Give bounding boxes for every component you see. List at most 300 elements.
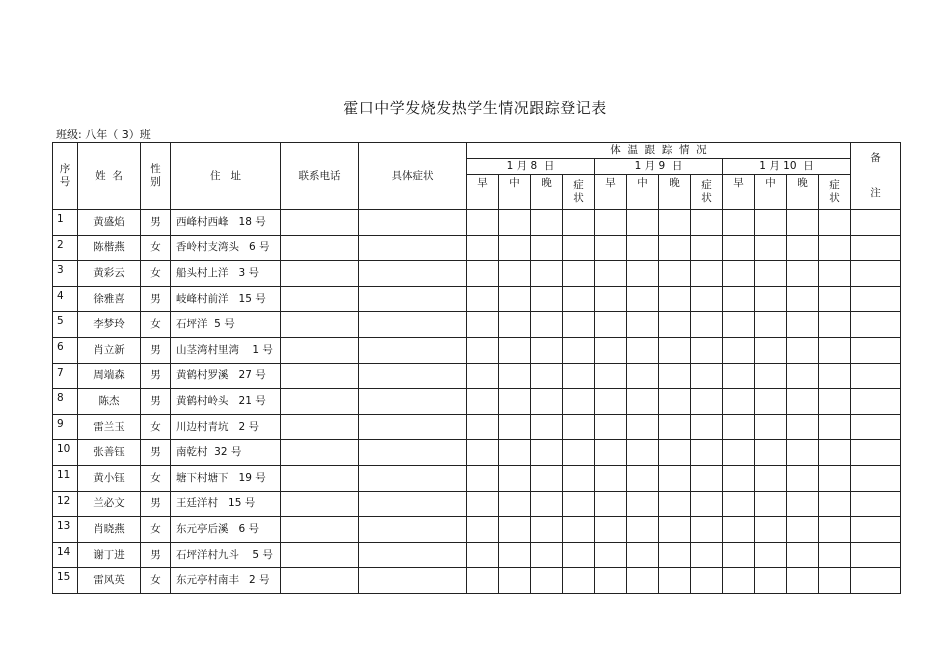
temperature-cell[interactable] (755, 210, 787, 236)
remark-cell[interactable] (851, 363, 901, 389)
row-number: 14 (53, 542, 78, 568)
temperature-cell[interactable] (499, 337, 531, 363)
table-row (53, 286, 901, 312)
temperature-cell[interactable] (499, 568, 531, 594)
temperature-cell[interactable] (627, 235, 659, 261)
student-address: 东元亭后溪 6 号 (171, 517, 281, 543)
temperature-cell[interactable] (595, 542, 627, 568)
temperature-cell[interactable] (659, 261, 691, 287)
temperature-cell[interactable] (659, 210, 691, 236)
temperature-cell[interactable] (499, 389, 531, 415)
remark-cell[interactable] (851, 542, 901, 568)
tracking-table (52, 142, 901, 594)
student-gender: 女 (141, 568, 171, 594)
student-name: 肖立新 (78, 337, 141, 363)
temperature-cell[interactable] (531, 389, 563, 415)
student-address: 黄鹤村岭头 21 号 (171, 389, 281, 415)
temperature-cell[interactable] (627, 414, 659, 440)
temperature-cell[interactable] (691, 568, 723, 594)
student-gender: 女 (141, 261, 171, 287)
student-address: 南乾村 32 号 (171, 440, 281, 466)
header-date-2: 1 月 9 日 (595, 159, 723, 175)
temperature-cell[interactable] (659, 542, 691, 568)
temperature-cell[interactable] (755, 261, 787, 287)
temperature-cell[interactable] (595, 568, 627, 594)
temperature-cell[interactable] (563, 517, 595, 543)
temperature-cell[interactable] (723, 286, 755, 312)
temperature-cell[interactable] (531, 363, 563, 389)
temperature-cell[interactable] (467, 210, 499, 236)
row-number: 13 (53, 517, 78, 543)
header-address: 住 址 (171, 143, 281, 210)
temperature-cell[interactable] (467, 465, 499, 491)
temperature-cell[interactable] (723, 312, 755, 338)
temperature-cell[interactable] (563, 568, 595, 594)
student-address: 黄鹤村罗溪 27 号 (171, 363, 281, 389)
header-name: 姓 名 (78, 143, 141, 210)
temperature-cell[interactable] (659, 337, 691, 363)
student-name: 陈杰 (78, 389, 141, 415)
temperature-cell[interactable] (691, 542, 723, 568)
temperature-cell[interactable] (787, 568, 819, 594)
temperature-cell[interactable] (723, 491, 755, 517)
temperature-cell[interactable] (531, 312, 563, 338)
temperature-cell[interactable] (819, 210, 851, 236)
temperature-cell[interactable] (787, 363, 819, 389)
temperature-cell[interactable] (691, 286, 723, 312)
temperature-cell[interactable] (627, 337, 659, 363)
phone-cell[interactable] (281, 542, 359, 568)
student-gender: 男 (141, 337, 171, 363)
temperature-cell[interactable] (819, 517, 851, 543)
temperature-cell[interactable] (531, 568, 563, 594)
temperature-cell[interactable] (595, 261, 627, 287)
temperature-cell[interactable] (595, 286, 627, 312)
temperature-cell[interactable] (467, 337, 499, 363)
student-name: 黄彩云 (78, 261, 141, 287)
student-gender: 女 (141, 414, 171, 440)
temperature-cell[interactable] (531, 491, 563, 517)
temperature-cell[interactable] (627, 440, 659, 466)
header-gender-top: 性 (150, 163, 161, 175)
temperature-cell[interactable] (563, 286, 595, 312)
temperature-cell[interactable] (819, 542, 851, 568)
header-symptoms: 具体症状 (359, 143, 467, 210)
temperature-cell[interactable] (723, 235, 755, 261)
symptoms-cell[interactable] (359, 337, 467, 363)
temperature-cell[interactable] (563, 363, 595, 389)
temperature-cell[interactable] (787, 389, 819, 415)
temperature-cell[interactable] (691, 261, 723, 287)
symptoms-cell[interactable] (359, 389, 467, 415)
temperature-cell[interactable] (787, 337, 819, 363)
row-number: 7 (53, 363, 78, 389)
temperature-cell[interactable] (531, 286, 563, 312)
temperature-cell[interactable] (467, 414, 499, 440)
temperature-cell[interactable] (691, 312, 723, 338)
student-name: 徐雅喜 (78, 286, 141, 312)
row-number: 3 (53, 261, 78, 287)
symptoms-cell[interactable] (359, 465, 467, 491)
temperature-cell[interactable] (723, 261, 755, 287)
temperature-cell[interactable] (595, 517, 627, 543)
header-slot: 晚 (531, 175, 563, 210)
student-address: 东元亭村南丰 2 号 (171, 568, 281, 594)
temperature-cell[interactable] (627, 517, 659, 543)
temperature-cell[interactable] (787, 542, 819, 568)
temperature-cell[interactable] (499, 491, 531, 517)
phone-cell[interactable] (281, 414, 359, 440)
remark-cell[interactable] (851, 286, 901, 312)
temperature-cell[interactable] (563, 235, 595, 261)
header-slot: 中 (627, 175, 659, 210)
temperature-cell[interactable] (467, 235, 499, 261)
temperature-cell[interactable] (819, 286, 851, 312)
header-slot: 晚 (787, 175, 819, 210)
phone-cell[interactable] (281, 261, 359, 287)
student-gender: 男 (141, 210, 171, 236)
phone-cell[interactable] (281, 568, 359, 594)
phone-cell[interactable] (281, 363, 359, 389)
remark-cell[interactable] (851, 312, 901, 338)
temperature-cell[interactable] (819, 389, 851, 415)
temperature-cell[interactable] (627, 312, 659, 338)
symptoms-cell[interactable] (359, 286, 467, 312)
phone-cell[interactable] (281, 312, 359, 338)
student-gender: 男 (141, 491, 171, 517)
remark-cell[interactable] (851, 491, 901, 517)
temperature-cell[interactable] (691, 491, 723, 517)
phone-cell[interactable] (281, 389, 359, 415)
remark-cell[interactable] (851, 465, 901, 491)
temperature-cell[interactable] (659, 414, 691, 440)
table-row (53, 261, 901, 287)
temperature-cell[interactable] (499, 517, 531, 543)
temperature-cell[interactable] (499, 286, 531, 312)
temperature-cell[interactable] (723, 337, 755, 363)
temperature-cell[interactable] (723, 414, 755, 440)
temperature-cell[interactable] (563, 465, 595, 491)
temperature-cell[interactable] (627, 491, 659, 517)
student-name: 兰必文 (78, 491, 141, 517)
temperature-cell[interactable] (563, 389, 595, 415)
temperature-cell[interactable] (787, 440, 819, 466)
row-number: 8 (53, 389, 78, 415)
temperature-cell[interactable] (499, 440, 531, 466)
temperature-cell[interactable] (563, 414, 595, 440)
temperature-cell[interactable] (595, 440, 627, 466)
temperature-cell[interactable] (691, 337, 723, 363)
temperature-cell[interactable] (467, 312, 499, 338)
header-date-3: 1 月 10 日 (723, 159, 851, 175)
temperature-cell[interactable] (755, 568, 787, 594)
temperature-cell[interactable] (595, 389, 627, 415)
temperature-cell[interactable] (531, 542, 563, 568)
temperature-cell[interactable] (723, 517, 755, 543)
header-slot-symptom (691, 175, 723, 210)
symptoms-cell[interactable] (359, 261, 467, 287)
table-row (53, 542, 901, 568)
table-row (53, 517, 901, 543)
temperature-cell[interactable] (499, 312, 531, 338)
temperature-cell[interactable] (499, 465, 531, 491)
temperature-cell[interactable] (755, 542, 787, 568)
phone-cell[interactable] (281, 491, 359, 517)
temperature-cell[interactable] (467, 542, 499, 568)
student-name: 陈楷燕 (78, 235, 141, 261)
temperature-cell[interactable] (691, 414, 723, 440)
temperature-cell[interactable] (659, 389, 691, 415)
temperature-cell[interactable] (723, 568, 755, 594)
temperature-cell[interactable] (627, 389, 659, 415)
temperature-cell[interactable] (595, 210, 627, 236)
temperature-cell[interactable] (595, 414, 627, 440)
temperature-cell[interactable] (691, 465, 723, 491)
temperature-cell[interactable] (659, 465, 691, 491)
temperature-cell[interactable] (723, 363, 755, 389)
temperature-cell[interactable] (595, 337, 627, 363)
row-number: 11 (53, 465, 78, 491)
temperature-cell[interactable] (691, 210, 723, 236)
student-address: 香岭村支湾头 6 号 (171, 235, 281, 261)
remark-cell[interactable] (851, 440, 901, 466)
student-gender: 女 (141, 465, 171, 491)
temperature-cell[interactable] (563, 491, 595, 517)
student-name: 谢丁进 (78, 542, 141, 568)
temperature-cell[interactable] (755, 286, 787, 312)
temperature-cell[interactable] (819, 414, 851, 440)
temperature-cell[interactable] (563, 261, 595, 287)
student-address: 塘下村塘下 19 号 (171, 465, 281, 491)
temperature-cell[interactable] (531, 210, 563, 236)
student-name: 雷风英 (78, 568, 141, 594)
remark-cell[interactable] (851, 235, 901, 261)
temperature-cell[interactable] (659, 286, 691, 312)
temperature-cell[interactable] (627, 465, 659, 491)
student-name: 雷兰玉 (78, 414, 141, 440)
temperature-cell[interactable] (691, 235, 723, 261)
temperature-cell[interactable] (531, 465, 563, 491)
temperature-cell[interactable] (531, 337, 563, 363)
remark-cell[interactable] (851, 414, 901, 440)
temperature-cell[interactable] (819, 337, 851, 363)
temperature-cell[interactable] (627, 568, 659, 594)
temperature-cell[interactable] (723, 210, 755, 236)
temperature-cell[interactable] (563, 312, 595, 338)
student-name: 黄小钰 (78, 465, 141, 491)
remark-cell[interactable] (851, 568, 901, 594)
temperature-cell[interactable] (723, 440, 755, 466)
header-slot: 早 (467, 175, 499, 210)
student-name: 黄盛焰 (78, 210, 141, 236)
temperature-cell[interactable] (723, 389, 755, 415)
temperature-cell[interactable] (659, 440, 691, 466)
temperature-cell[interactable] (499, 363, 531, 389)
symptoms-cell[interactable] (359, 517, 467, 543)
header-seq-bottom: 号 (59, 176, 71, 188)
header-seq (53, 143, 78, 210)
phone-cell[interactable] (281, 465, 359, 491)
student-gender: 男 (141, 389, 171, 415)
temperature-cell[interactable] (691, 389, 723, 415)
temperature-cell[interactable] (627, 542, 659, 568)
temperature-cell[interactable] (723, 542, 755, 568)
temperature-cell[interactable] (787, 491, 819, 517)
header-remark (851, 143, 901, 210)
phone-cell[interactable] (281, 337, 359, 363)
header-tracking: 体 温 跟 踪 情 况 (467, 143, 851, 159)
temperature-cell[interactable] (723, 465, 755, 491)
temperature-cell[interactable] (755, 363, 787, 389)
temperature-cell[interactable] (755, 235, 787, 261)
phone-cell[interactable] (281, 210, 359, 236)
temperature-cell[interactable] (563, 337, 595, 363)
temperature-cell[interactable] (563, 210, 595, 236)
row-number: 2 (53, 235, 78, 261)
temperature-cell[interactable] (819, 568, 851, 594)
temperature-cell[interactable] (787, 465, 819, 491)
temperature-cell[interactable] (467, 389, 499, 415)
temperature-cell[interactable] (659, 568, 691, 594)
temperature-cell[interactable] (531, 235, 563, 261)
temperature-cell[interactable] (627, 286, 659, 312)
temperature-cell[interactable] (819, 465, 851, 491)
temperature-cell[interactable] (819, 312, 851, 338)
symptoms-cell[interactable] (359, 210, 467, 236)
temperature-cell[interactable] (691, 363, 723, 389)
table-row (53, 414, 901, 440)
phone-cell[interactable] (281, 517, 359, 543)
temperature-cell[interactable] (499, 210, 531, 236)
temperature-cell[interactable] (627, 210, 659, 236)
student-gender: 男 (141, 286, 171, 312)
student-gender: 女 (141, 235, 171, 261)
temperature-cell[interactable] (467, 261, 499, 287)
remark-cell[interactable] (851, 261, 901, 287)
temperature-cell[interactable] (499, 235, 531, 261)
temperature-cell[interactable] (819, 491, 851, 517)
temperature-cell[interactable] (531, 414, 563, 440)
temperature-cell[interactable] (467, 517, 499, 543)
temperature-cell[interactable] (659, 491, 691, 517)
temperature-cell[interactable] (787, 261, 819, 287)
student-gender: 男 (141, 440, 171, 466)
temperature-cell[interactable] (467, 491, 499, 517)
row-number: 1 (53, 210, 78, 236)
temperature-cell[interactable] (755, 465, 787, 491)
temperature-cell[interactable] (787, 414, 819, 440)
temperature-cell[interactable] (467, 440, 499, 466)
header-remark-top: 备 (870, 152, 881, 164)
row-number: 12 (53, 491, 78, 517)
temperature-cell[interactable] (531, 517, 563, 543)
header-slot: 中 (755, 175, 787, 210)
remark-cell[interactable] (851, 210, 901, 236)
temperature-cell[interactable] (691, 440, 723, 466)
header-slot-symptom-top: 症 (701, 179, 712, 191)
header-slot-symptom-top: 症 (573, 179, 584, 191)
temperature-cell[interactable] (595, 363, 627, 389)
temperature-cell[interactable] (755, 440, 787, 466)
symptoms-cell[interactable] (359, 491, 467, 517)
temperature-cell[interactable] (659, 363, 691, 389)
temperature-cell[interactable] (627, 363, 659, 389)
temperature-cell[interactable] (595, 312, 627, 338)
table-row (53, 465, 901, 491)
temperature-cell[interactable] (499, 261, 531, 287)
student-name: 周端森 (78, 363, 141, 389)
symptoms-cell[interactable] (359, 542, 467, 568)
header-slot-symptom (563, 175, 595, 210)
symptoms-cell[interactable] (359, 235, 467, 261)
temperature-cell[interactable] (755, 491, 787, 517)
student-name: 张善钰 (78, 440, 141, 466)
temperature-cell[interactable] (531, 261, 563, 287)
temperature-cell[interactable] (819, 261, 851, 287)
temperature-cell[interactable] (627, 261, 659, 287)
phone-cell[interactable] (281, 235, 359, 261)
temperature-cell[interactable] (819, 363, 851, 389)
temperature-cell[interactable] (659, 235, 691, 261)
row-number: 6 (53, 337, 78, 363)
temperature-cell[interactable] (787, 312, 819, 338)
temperature-cell[interactable] (787, 235, 819, 261)
temperature-cell[interactable] (819, 235, 851, 261)
temperature-cell[interactable] (595, 235, 627, 261)
temperature-cell[interactable] (595, 491, 627, 517)
temperature-cell[interactable] (499, 542, 531, 568)
remark-cell[interactable] (851, 337, 901, 363)
header-slot: 早 (723, 175, 755, 210)
remark-cell[interactable] (851, 389, 901, 415)
symptoms-cell[interactable] (359, 440, 467, 466)
temperature-cell[interactable] (595, 465, 627, 491)
temperature-cell[interactable] (755, 337, 787, 363)
symptoms-cell[interactable] (359, 312, 467, 338)
temperature-cell[interactable] (755, 312, 787, 338)
student-gender: 男 (141, 363, 171, 389)
table-row (53, 568, 901, 594)
temperature-cell[interactable] (531, 440, 563, 466)
temperature-cell[interactable] (467, 568, 499, 594)
header-slot: 晚 (659, 175, 691, 210)
row-number: 4 (53, 286, 78, 312)
symptoms-cell[interactable] (359, 414, 467, 440)
remark-cell[interactable] (851, 517, 901, 543)
temperature-cell[interactable] (787, 210, 819, 236)
temperature-cell[interactable] (467, 286, 499, 312)
phone-cell[interactable] (281, 440, 359, 466)
temperature-cell[interactable] (691, 517, 723, 543)
temperature-cell[interactable] (819, 440, 851, 466)
temperature-cell[interactable] (499, 414, 531, 440)
row-number: 10 (53, 440, 78, 466)
temperature-cell[interactable] (755, 414, 787, 440)
temperature-cell[interactable] (563, 542, 595, 568)
temperature-cell[interactable] (659, 312, 691, 338)
temperature-cell[interactable] (787, 286, 819, 312)
symptoms-cell[interactable] (359, 568, 467, 594)
temperature-cell[interactable] (659, 517, 691, 543)
temperature-cell[interactable] (467, 363, 499, 389)
phone-cell[interactable] (281, 286, 359, 312)
temperature-cell[interactable] (787, 517, 819, 543)
student-address: 岐峰村前洋 15 号 (171, 286, 281, 312)
symptoms-cell[interactable] (359, 363, 467, 389)
temperature-cell[interactable] (755, 389, 787, 415)
temperature-cell[interactable] (563, 440, 595, 466)
temperature-cell[interactable] (755, 517, 787, 543)
